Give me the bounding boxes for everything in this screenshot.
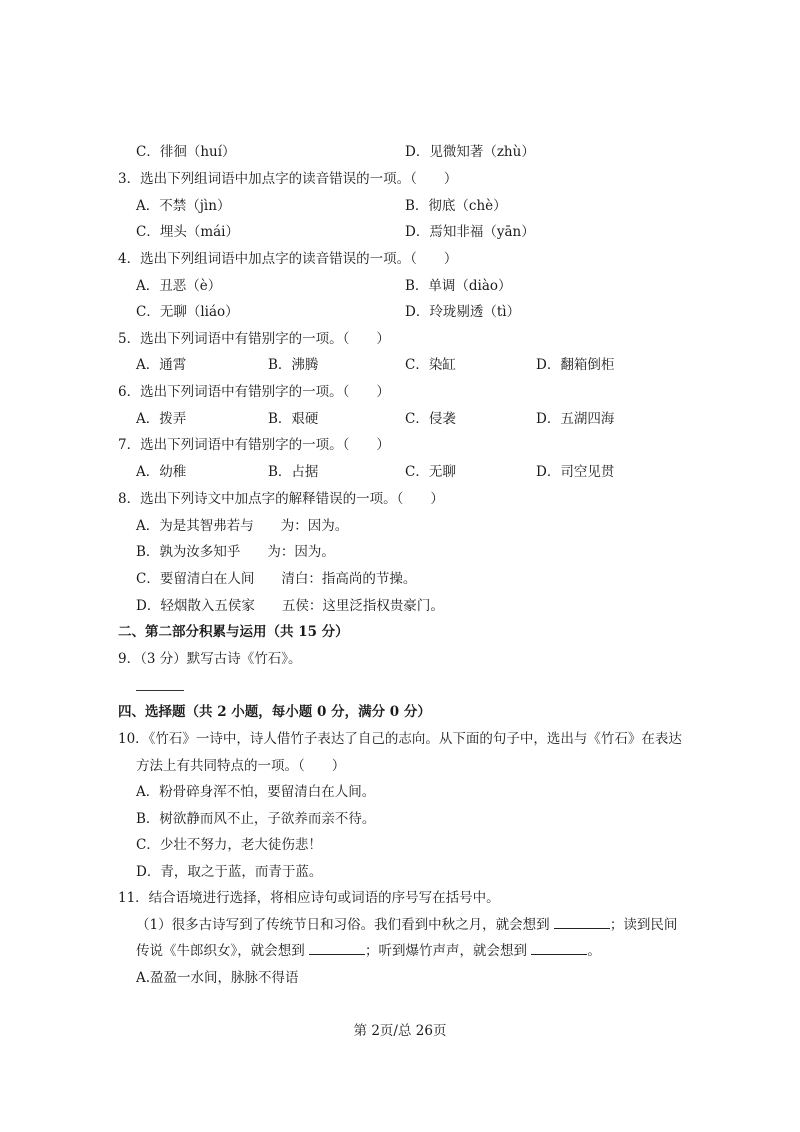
q11-blank-1[interactable] — [554, 916, 610, 929]
q5-stem: 5．选出下列词语中有错别字的一项。（ ） — [118, 331, 390, 347]
q11-part1-line1 — [136, 916, 677, 934]
q11-blank-2[interactable] — [309, 942, 365, 955]
section2-heading: 二、第二部分积累与运用（共 15 分） — [118, 624, 349, 640]
q4-option-a: A．丑恶（è） — [136, 278, 222, 294]
q6-option-a: A．拨弄 — [136, 411, 187, 427]
q11-stem: 11．结合语境进行选择，将相应诗句或词语的序号写在括号中。 — [118, 890, 500, 906]
q3-option-d: D．焉知非福（yān） — [405, 224, 535, 240]
q11-text-2a: 传说《牛郎织女》，就会想到 — [136, 943, 305, 959]
q7-option-d: D．司空见贯 — [536, 464, 615, 480]
q4-option-b: B．单调（diào） — [405, 278, 512, 294]
q10-option-b: B．树欲静而风不止，子欲养而亲不待。 — [136, 811, 376, 827]
q11-text-1b: ；读到民间 — [609, 917, 678, 933]
q5-option-b: B．沸腾 — [268, 357, 319, 373]
q8-option-a: A．为是其智弗若与 为：因为。 — [136, 518, 349, 534]
q10-option-c: C．少壮不努力，老大徒伤悲！ — [136, 837, 322, 853]
q10-option-a: A．粉骨碎身浑不怕，要留清白在人间。 — [136, 784, 376, 800]
q3-option-b: B．彻底（chè） — [405, 198, 507, 214]
q6-option-b: B．艰硬 — [268, 411, 319, 427]
q9-answer-line — [136, 690, 184, 691]
q6-option-d: D．五湖四海 — [536, 411, 615, 427]
q7-option-a: A．幼稚 — [136, 464, 187, 480]
q2-option-c: C．徘徊（huí） — [136, 144, 236, 160]
q7-stem: 7．选出下列词语中有错别字的一项。（ ） — [118, 437, 390, 453]
section4-heading: 四、选择题（共 2 小题，每小题 0 分，满分 0 分） — [118, 704, 431, 720]
q8-option-c: C．要留清白在人间 清白：指高尚的节操。 — [136, 571, 417, 587]
q3-stem: 3．选出下列组词语中加点字的读音错误的一项。（ ） — [118, 171, 458, 187]
q3-option-c: C．埋头（mái） — [136, 224, 239, 240]
q9-stem: 9．（3 分）默写古诗《竹石》。 — [118, 651, 302, 667]
q11-blank-3[interactable] — [531, 942, 587, 955]
q2-option-d: D．见微知著（zhù） — [405, 144, 535, 160]
q11-text-2b: ；听到爆竹声声，就会想到 — [365, 943, 528, 959]
q10-option-d: D．青，取之于蓝，而青于蓝。 — [136, 864, 323, 880]
q4-option-d: D．玲珑剔透（tì） — [405, 304, 521, 320]
q4-stem: 4．选出下列组词语中加点字的读音错误的一项。（ ） — [118, 251, 458, 267]
q6-stem: 6．选出下列词语中有错别字的一项。（ ） — [118, 384, 390, 400]
q8-option-b: B．孰为汝多知乎 为：因为。 — [136, 544, 335, 560]
q5-option-d: D．翻箱倒柜 — [536, 357, 615, 373]
q4-option-c: C．无聊（liáo） — [136, 304, 239, 320]
q10-stem-line2: 方法上有共同特点的一项。（ ） — [136, 758, 346, 774]
q8-option-d: D．轻烟散入五侯家 五侯：这里泛指权贵豪门。 — [136, 598, 444, 614]
q8-stem: 8．选出下列诗文中加点字的解释错误的一项。（ ） — [118, 491, 444, 507]
q7-option-b: B．占据 — [268, 464, 319, 480]
page-footer: 第 2页/总 26页 — [353, 1023, 447, 1039]
q7-option-c: C．无聊 — [405, 464, 456, 480]
q5-option-a: A．通霄 — [136, 357, 187, 373]
q11-part1-line2 — [136, 942, 601, 960]
q5-option-c: C．染缸 — [405, 357, 456, 373]
q11-option-a: A.盈盈一水间，脉脉不得语 — [136, 970, 299, 986]
q10-stem-line1: 10．《竹石》一诗中，诗人借竹子表达了自己的志向。从下面的句子中，选出与《竹石》在表达 — [118, 731, 682, 747]
q11-text-1a: （1）很多古诗写到了传统节日和习俗。我们看到中秋之月，就会想到 — [136, 917, 550, 933]
q11-text-2c: 。 — [587, 943, 601, 959]
q6-option-c: C．侵袭 — [405, 411, 456, 427]
q3-option-a: A．不禁（jìn） — [136, 198, 231, 214]
